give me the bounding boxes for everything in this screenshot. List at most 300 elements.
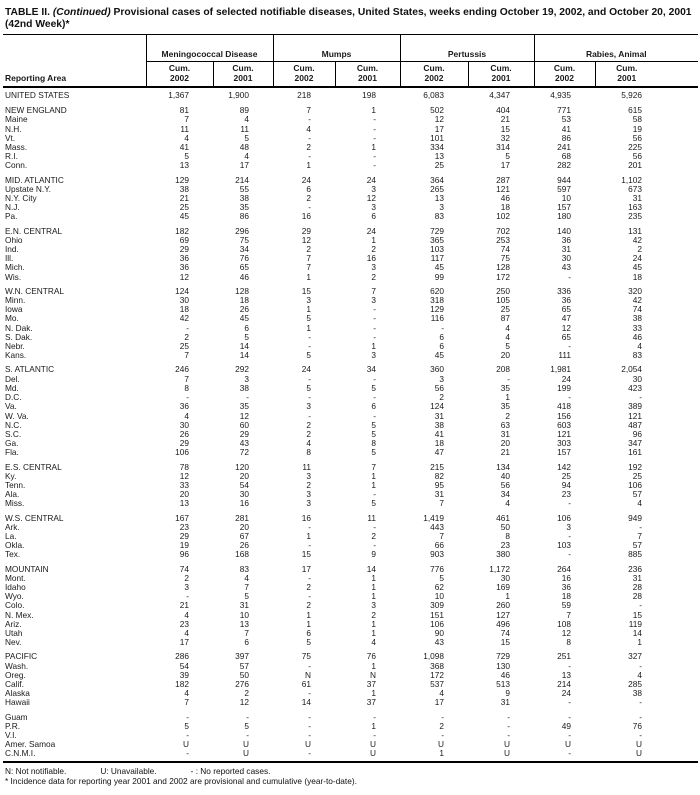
value-cell: 1,981	[550, 364, 571, 375]
reporting-area-cell: Kans.	[5, 351, 27, 361]
value-cell: 17	[301, 563, 311, 574]
value-cell: -	[507, 731, 510, 740]
value-cell: 75	[239, 235, 249, 245]
value-cell: 2	[184, 332, 189, 342]
group-header-row	[3, 35, 698, 62]
reporting-area-cell: E.N. CENTRAL	[5, 225, 63, 236]
value-cell: 5	[371, 499, 376, 509]
value-cell: 35	[500, 383, 510, 393]
value-cell: 5	[306, 638, 311, 648]
reporting-area-cell: Minn.	[5, 296, 26, 306]
table-row	[3, 384, 698, 393]
value-cell: 6	[371, 402, 376, 412]
value-cell: 215	[430, 461, 444, 472]
value-cell: U	[243, 749, 249, 759]
table-row	[3, 583, 698, 592]
reporting-area-cell: N.C.	[5, 420, 22, 430]
value-cell: 41	[179, 143, 189, 153]
table-row	[3, 740, 698, 749]
reporting-area-cell: UNITED STATES	[5, 90, 70, 100]
reporting-area-cell: Wis.	[5, 272, 22, 282]
value-cell: 103	[430, 245, 444, 255]
value-cell: 281	[235, 512, 249, 523]
value-cell: 14	[632, 628, 642, 638]
value-cell: 31	[500, 698, 510, 708]
table-row	[3, 430, 698, 439]
reporting-area-cell: NEW ENGLAND	[5, 105, 67, 116]
value-cell: 3	[184, 582, 189, 592]
value-cell: 16	[561, 573, 571, 583]
value-cell: 208	[496, 364, 510, 375]
value-cell: 1	[306, 619, 311, 629]
value-cell: 13	[434, 152, 444, 162]
table-row	[3, 194, 698, 203]
value-cell: 20	[239, 522, 249, 532]
value-cell: 16	[301, 512, 311, 523]
table-title-prefix: TABLE II.	[5, 7, 50, 18]
value-cell: 7	[184, 698, 189, 708]
value-cell: 502	[430, 105, 444, 116]
value-cell: 1,102	[621, 174, 642, 185]
value-cell: 33	[179, 480, 189, 490]
reporting-area-cell: Oreg.	[5, 670, 26, 680]
table-row	[3, 115, 698, 124]
value-cell: 108	[557, 619, 571, 629]
value-cell: 24	[366, 174, 376, 185]
table-row	[3, 448, 698, 457]
value-cell: 43	[561, 263, 571, 273]
value-cell: -	[568, 731, 571, 740]
reporting-area-cell: Alaska	[5, 689, 30, 699]
table-row	[3, 722, 698, 731]
value-cell: 19	[179, 541, 189, 551]
value-cell: 364	[430, 174, 444, 185]
value-cell: 423	[628, 383, 642, 393]
reporting-area-cell: La.	[5, 531, 17, 541]
reporting-area-cell: Guam	[5, 711, 28, 722]
value-cell: 12	[301, 235, 311, 245]
value-cell: 1	[439, 749, 444, 759]
value-cell: 3	[439, 203, 444, 213]
reporting-area-cell: Miss.	[5, 499, 25, 509]
value-cell: -	[308, 711, 311, 722]
group-header-meningococcal-disease: Meningococcal Disease	[146, 35, 273, 62]
value-cell: -	[308, 689, 311, 699]
value-cell: -	[507, 711, 510, 722]
value-cell: 5	[371, 383, 376, 393]
value-cell: 40	[500, 471, 510, 481]
value-cell: -	[568, 711, 571, 722]
value-cell: 4	[244, 573, 249, 583]
value-cell: 13	[179, 161, 189, 171]
value-cell: -	[308, 541, 311, 551]
table-row	[3, 236, 698, 245]
value-cell: 3	[371, 263, 376, 273]
value-cell: 1,419	[423, 512, 444, 523]
reporting-area-cell: Pa.	[5, 212, 18, 222]
value-cell: 57	[239, 661, 249, 671]
value-cell: 7	[371, 285, 376, 296]
table-row	[3, 499, 698, 508]
value-cell: 101	[430, 133, 444, 143]
value-cell: 116	[430, 314, 444, 324]
value-cell: 4	[505, 323, 510, 333]
value-cell: 5	[505, 342, 510, 352]
value-cell: 4	[184, 411, 189, 421]
table-title-body: Provisional cases of selected notifiable diseases, United States, weeks ending October 19, 2002, and October 20, 2001	[113, 7, 692, 18]
value-cell: 1,098	[423, 651, 444, 662]
value-cell: -	[373, 314, 376, 324]
value-cell: 4	[371, 638, 376, 648]
value-cell: 78	[179, 461, 189, 472]
value-cell: 729	[496, 651, 510, 662]
value-cell: 10	[239, 610, 249, 620]
table-row	[3, 87, 698, 101]
value-cell: 25	[434, 161, 444, 171]
table-row	[3, 629, 698, 638]
reporting-area-cell: Ohio	[5, 235, 23, 245]
table-row	[3, 161, 698, 170]
value-cell: 39	[179, 670, 189, 680]
value-cell: 90	[434, 628, 444, 638]
value-cell: 13	[239, 619, 249, 629]
value-cell: 282	[557, 161, 571, 171]
value-cell: U	[305, 740, 311, 750]
table-row	[3, 560, 698, 574]
table-row	[3, 393, 698, 402]
reporting-area-cell: Nev.	[5, 638, 22, 648]
table-row	[3, 601, 698, 610]
table-row	[3, 689, 698, 698]
reporting-area-cell: S. Dak.	[5, 332, 33, 342]
value-cell: 487	[628, 420, 642, 430]
value-cell: 6	[371, 212, 376, 222]
value-cell: 23	[179, 619, 189, 629]
value-cell: 15	[301, 550, 311, 560]
value-cell: 2	[184, 573, 189, 583]
value-cell: 260	[496, 601, 510, 611]
table-row	[3, 550, 698, 559]
value-cell: 3	[244, 374, 249, 384]
value-cell: 119	[628, 619, 642, 629]
value-cell: 1	[371, 235, 376, 245]
value-cell: 43	[239, 439, 249, 449]
value-cell: 1	[306, 305, 311, 315]
value-cell: 35	[500, 402, 510, 412]
value-cell: 87	[500, 314, 510, 324]
value-cell: U	[370, 749, 376, 759]
value-cell: 5	[306, 314, 311, 324]
footnote-not-notifiable: N: Not notifiable.	[5, 765, 67, 776]
value-cell: -	[507, 374, 510, 384]
value-cell: -	[373, 115, 376, 125]
value-cell: -	[639, 393, 642, 403]
value-cell: 31	[561, 245, 571, 255]
value-cell: 30	[179, 296, 189, 306]
value-cell: -	[186, 749, 189, 759]
value-cell: 167	[175, 512, 189, 523]
reporting-area-cell: Upstate N.Y.	[5, 184, 51, 194]
value-cell: 236	[628, 563, 642, 574]
value-cell: 124	[175, 285, 189, 296]
value-cell: -	[373, 522, 376, 532]
table-row	[3, 342, 698, 351]
table-row	[3, 402, 698, 411]
value-cell: -	[568, 342, 571, 352]
value-cell: U	[370, 740, 376, 750]
value-cell: 6	[244, 638, 249, 648]
value-cell: 6	[439, 332, 444, 342]
value-cell: 29	[179, 531, 189, 541]
col-header-pertussis-cum-2002: Cum. 2002	[400, 62, 468, 88]
group-header-pertussis: Pertussis	[400, 35, 534, 62]
value-cell: 4	[505, 332, 510, 342]
value-cell: 43	[434, 638, 444, 648]
value-cell: 21	[500, 115, 510, 125]
value-cell: 46	[500, 670, 510, 680]
value-cell: 12	[179, 272, 189, 282]
value-cell: 5	[184, 152, 189, 162]
value-cell: 106	[557, 512, 571, 523]
value-cell: 8	[371, 439, 376, 449]
value-cell: 6	[306, 184, 311, 194]
value-cell: 418	[557, 402, 571, 412]
value-cell: 3	[371, 351, 376, 361]
value-cell: 7	[244, 628, 249, 638]
value-cell: 128	[235, 285, 249, 296]
value-cell: -	[308, 411, 311, 421]
value-cell: 24	[366, 225, 376, 236]
table-row	[3, 305, 698, 314]
value-cell: U	[504, 740, 510, 750]
value-cell: 365	[430, 235, 444, 245]
value-cell: 15	[500, 638, 510, 648]
value-cell: 18	[239, 296, 249, 306]
value-cell: 24	[301, 174, 311, 185]
value-cell: 34	[239, 245, 249, 255]
value-cell: 4,347	[489, 90, 510, 100]
table-row	[3, 749, 698, 761]
value-cell: -	[186, 323, 189, 333]
value-cell: 117	[430, 254, 444, 264]
value-cell: 31	[632, 573, 642, 583]
value-cell: 45	[434, 263, 444, 273]
value-cell: 23	[561, 490, 571, 500]
value-cell: -	[246, 393, 249, 403]
value-cell: 397	[235, 651, 249, 662]
value-cell: 35	[239, 402, 249, 412]
value-cell: 30	[561, 254, 571, 264]
table-row	[3, 375, 698, 384]
reporting-area-cell: Idaho	[5, 582, 26, 592]
value-cell: 86	[239, 212, 249, 222]
value-cell: 5	[306, 383, 311, 393]
table-row	[3, 611, 698, 620]
value-cell: -	[639, 661, 642, 671]
value-cell: 29	[179, 439, 189, 449]
value-cell: 53	[561, 115, 571, 125]
value-cell: 65	[561, 332, 571, 342]
value-cell: 7	[566, 610, 571, 620]
table-row	[3, 125, 698, 134]
value-cell: 180	[557, 212, 571, 222]
value-cell: -	[373, 411, 376, 421]
value-cell: 5	[439, 573, 444, 583]
value-cell: 4	[637, 499, 642, 509]
value-cell: 30	[632, 374, 642, 384]
value-cell: 327	[628, 651, 642, 662]
value-cell: 287	[496, 174, 510, 185]
reporting-area-cell: Ky.	[5, 471, 17, 481]
value-cell: 5	[184, 721, 189, 731]
value-cell: 72	[239, 448, 249, 458]
value-cell: 7	[306, 254, 311, 264]
value-cell: -	[308, 731, 311, 740]
value-cell: 15	[632, 610, 642, 620]
value-cell: 9	[505, 689, 510, 699]
value-cell: 48	[239, 143, 249, 153]
value-cell: 9	[371, 550, 376, 560]
value-cell: 129	[175, 174, 189, 185]
value-cell: -	[308, 203, 311, 213]
table-row	[3, 458, 698, 472]
value-cell: -	[639, 711, 642, 722]
value-cell: -	[373, 323, 376, 333]
value-cell: 1	[371, 619, 376, 629]
value-cell: 4	[637, 670, 642, 680]
value-cell: 47	[434, 448, 444, 458]
value-cell: -	[441, 731, 444, 740]
reporting-area-cell: Iowa	[5, 305, 23, 315]
reporting-area-cell: Calif.	[5, 679, 24, 689]
value-cell: 33	[632, 323, 642, 333]
value-cell: -	[568, 698, 571, 708]
value-cell: 5	[306, 351, 311, 361]
reporting-area-cell: Conn.	[5, 161, 28, 171]
value-cell: -	[308, 342, 311, 352]
value-cell: 214	[557, 679, 571, 689]
value-cell: 1	[306, 161, 311, 171]
value-cell: -	[373, 305, 376, 315]
value-cell: 285	[628, 679, 642, 689]
reporting-area-cell: S. ATLANTIC	[5, 364, 55, 375]
value-cell: -	[308, 592, 311, 602]
value-cell: 16	[301, 212, 311, 222]
value-cell: 34	[500, 490, 510, 500]
value-cell: 12	[179, 471, 189, 481]
value-cell: 65	[561, 305, 571, 315]
value-cell: 214	[235, 174, 249, 185]
value-cell: 17	[434, 698, 444, 708]
value-cell: 25	[561, 471, 571, 481]
value-cell: 38	[434, 420, 444, 430]
value-cell: 76	[239, 254, 249, 264]
value-cell: 182	[175, 225, 189, 236]
table-row	[3, 523, 698, 532]
value-cell: 103	[557, 541, 571, 551]
value-cell: 250	[496, 285, 510, 296]
value-cell: 182	[175, 679, 189, 689]
value-cell: 57	[632, 490, 642, 500]
value-cell: 68	[561, 152, 571, 162]
reporting-area-cell: Fla.	[5, 448, 19, 458]
value-cell: 23	[500, 541, 510, 551]
reporting-area-cell: Amer. Samoa	[5, 740, 56, 750]
value-cell: 18	[500, 203, 510, 213]
value-cell: 57	[632, 541, 642, 551]
value-cell: 111	[558, 351, 571, 361]
table-row	[3, 203, 698, 212]
value-cell: 1,367	[168, 90, 189, 100]
reporting-area-cell: V.I.	[5, 731, 17, 740]
value-cell: 201	[628, 161, 642, 171]
value-cell: 4	[637, 342, 642, 352]
footnote-no-reported-cases: - : No reported cases.	[190, 765, 271, 776]
value-cell: 264	[557, 563, 571, 574]
value-cell: 24	[632, 254, 642, 264]
value-cell: 35	[239, 203, 249, 213]
value-cell: 75	[301, 651, 311, 662]
value-cell: 36	[561, 582, 571, 592]
col-header-rabies-cum-2001: Cum. 2001	[595, 62, 698, 88]
value-cell: 75	[500, 254, 510, 264]
value-cell: 2	[306, 194, 311, 204]
value-cell: -	[373, 161, 376, 171]
value-cell: 56	[500, 480, 510, 490]
value-cell: 885	[628, 550, 642, 560]
value-cell: 11	[240, 124, 249, 134]
value-cell: 4,935	[550, 90, 571, 100]
value-cell: 34	[366, 364, 376, 375]
value-cell: 235	[628, 212, 642, 222]
value-cell: -	[308, 374, 311, 384]
value-cell: 6,083	[423, 90, 444, 100]
value-cell: 3	[306, 296, 311, 306]
value-cell: 389	[628, 402, 642, 412]
reporting-area-cell: MID. ATLANTIC	[5, 174, 64, 185]
value-cell: 5	[371, 429, 376, 439]
value-cell: 5	[505, 152, 510, 162]
table-row	[3, 574, 698, 583]
value-cell: 20	[500, 351, 510, 361]
table-title-week: (42nd Week)*	[5, 18, 70, 30]
value-cell: -	[246, 711, 249, 722]
value-cell: 94	[561, 480, 571, 490]
reporting-area-cell: Mich.	[5, 263, 25, 273]
reporting-area-cell: Ill.	[5, 254, 14, 264]
value-cell: 1	[306, 323, 311, 333]
value-cell: -	[568, 272, 571, 282]
table-row	[3, 351, 698, 360]
value-cell: 8	[566, 638, 571, 648]
value-cell: 4	[439, 689, 444, 699]
value-cell: 903	[430, 550, 444, 560]
value-cell: 8	[505, 531, 510, 541]
value-cell: -	[639, 522, 642, 532]
value-cell: 265	[430, 184, 444, 194]
value-cell: 124	[430, 402, 444, 412]
value-cell: -	[441, 323, 444, 333]
value-cell: 18	[561, 592, 571, 602]
col-header-rabies-cum-2002: Cum. 2002	[534, 62, 595, 88]
value-cell: 65	[239, 263, 249, 273]
table-row	[3, 360, 698, 374]
value-cell: 2	[244, 689, 249, 699]
value-cell: 45	[434, 351, 444, 361]
table-row	[3, 263, 698, 272]
value-cell: 2	[306, 582, 311, 592]
value-cell: 74	[500, 245, 510, 255]
